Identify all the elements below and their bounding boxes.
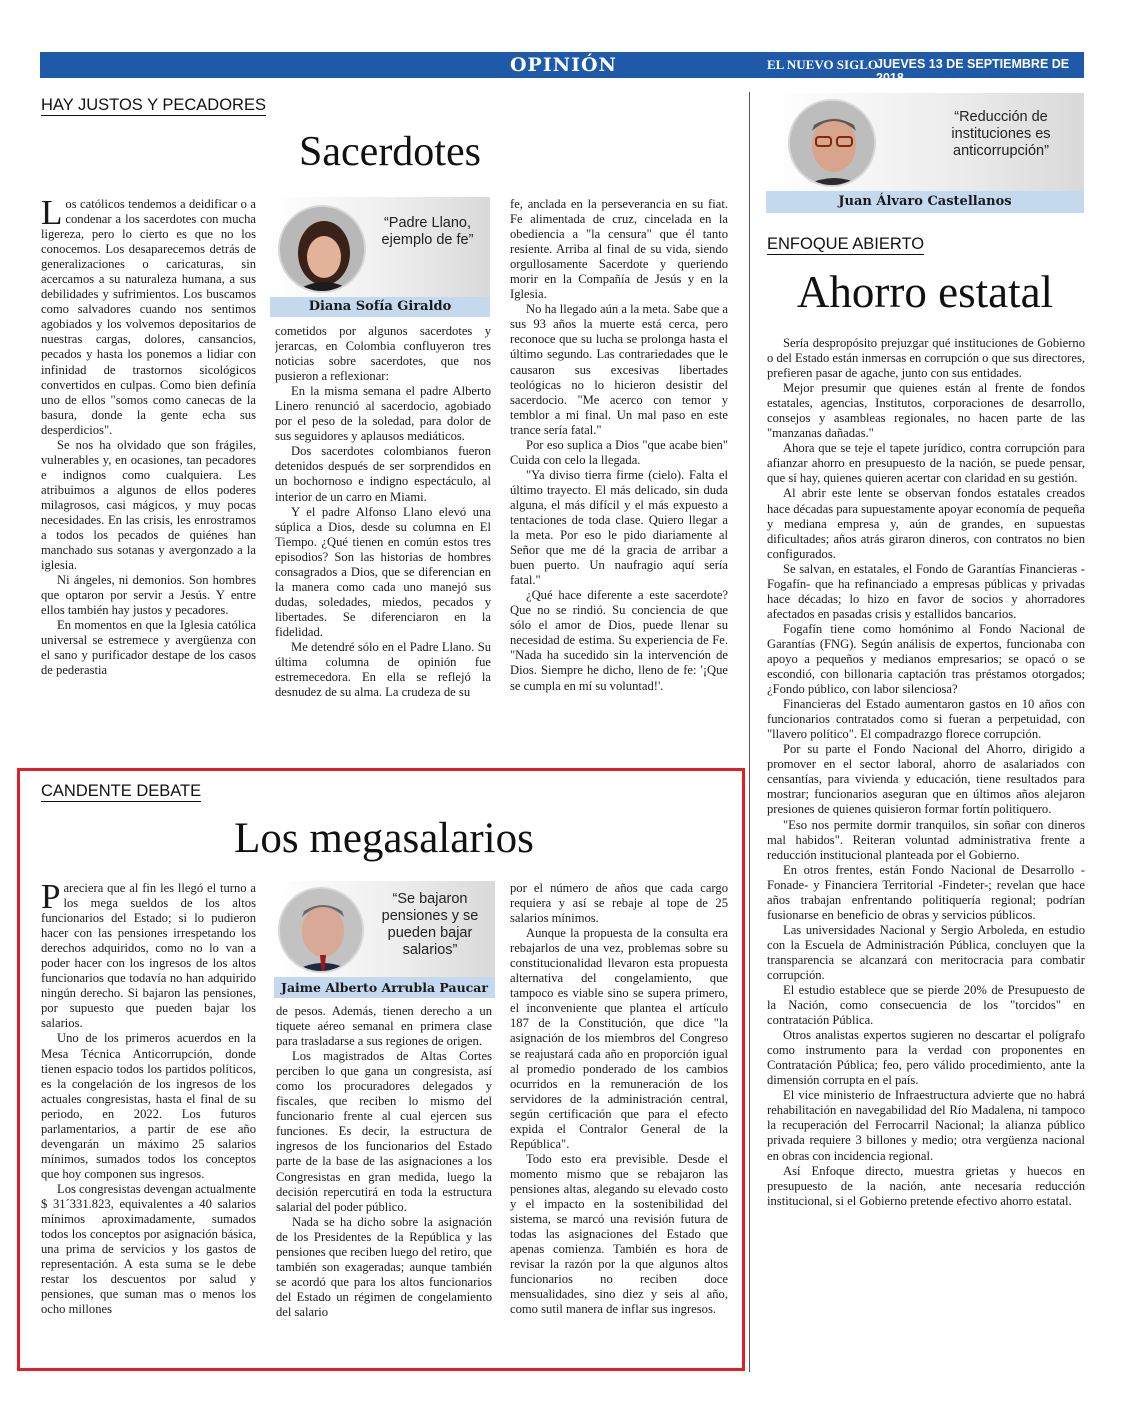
paragraph: os católicos tendemos a deidificar o a condenar a los sacerdotes con mucha ligereza, pero lo cierto es que no los conocemos. Los desaparecemos detrás de generalizaciones o caricaturas, sin acercamos a su naturaleza humana, a sus debilidades y sufrimientos. Los buscamos como salvadores cuando nos sentimos agobiados y los volvemos depositarios de nuestras cargas, dolores, cansancios, pecados y hasta los ponemos a lidiar con infinidad de trastornos sicológicos convertidos en culpas. Como bien definía uno de ellos "somos como canecas de la basura, donde la gente echa sus desperdicios". bbox=[41, 197, 256, 437]
headline-ahorro: Ahorro estatal bbox=[796, 267, 1054, 317]
headline-megasalarios: Los megasalarios bbox=[234, 815, 534, 862]
page-header-bar bbox=[40, 52, 1119, 85]
column-sacerdotes-3 bbox=[510, 197, 728, 757]
paragraph: Aunque la propuesta de la consulta era rebajarlos de una vez, problemas sobre su constitucionalidad llevaron esta propuesta alternativa del congelamiento, que tampoco es viable sino se supera primero, el inconveniente que plantea el artículo 187 de la Constitución, que dice "la asignación de los miembros del Congreso se reajustará cada año en proporción igual al promedio ponderado de los cambios ocurridos en la remuneración de los servidores de la administración central, según certificación que para el efecto expida el Contralor General de la República". bbox=[510, 926, 728, 1151]
column-divider bbox=[749, 92, 750, 1372]
column-ahorro bbox=[767, 336, 1085, 1376]
paragraph: Los magistrados de Altas Cortes perciben lo que gana un congresista, así como los procuradores delegados y fiscales, que reciben lo mismo del funcionario frente al cual ejercen sus funciones. Es decir, la estructura de ingresos de los funcionarios del Estado parte de la base de las asignaciones a los Congresistas en gran medida, luego la decisión repercutirá en toda la estructura salarial del poder público. bbox=[276, 1049, 492, 1214]
paragraph: de pesos. Además, tienen derecho a un tiquete aéreo semanal en primera clase para trasladarse a sus regiones de origen. bbox=[276, 1004, 492, 1049]
column-sacerdotes-1 bbox=[41, 197, 256, 757]
paragraph: Ahora que se teje el tapete jurídico, contra corrupción para afianzar ahorro en presupuesto de la nación, se puede pensar, que sí hay, quienes quieren acertar con claridad en su gestión. bbox=[767, 441, 1085, 486]
headline-sacerdotes: Sacerdotes bbox=[299, 129, 481, 175]
author-photo bbox=[278, 887, 364, 973]
dropcap-megasalarios: P bbox=[41, 881, 61, 916]
paragraph: por el número de años que cada cargo requiera y así se rebaje al tope de 25 salarios mínimos. bbox=[510, 881, 728, 926]
paragraph: Se salvan, en estatales, el Fondo de Garantías Financieras -Fogafín- que ha refinanciado a empresas públicas y privadas hace décadas; lo hizo en favor de socios y ahorradores afectados en pasadas crisis y estallidos bancarios. bbox=[767, 561, 1085, 621]
kicker-megasalarios: CANDENTE DEBATE bbox=[41, 782, 202, 800]
paragraph: Dos sacerdotes colombianos fueron detenidos después de ser sorprendidos en un bochornoso e indigno espectáculo, al interior de un carro en Miami. bbox=[275, 444, 491, 504]
paragraph: Se nos ha olvidado que son frágiles, vulnerables y, en ocasiones, tan pecadores e indignos como cualquiera. Les atribuimos a algunos de ellos poderes milagrosos, casi mágicos, y muy pocas necesidades. En las crisis, les enrostramos a todos los pecados de quiénes han manchado sus sotanas y avergonzado a la iglesia. bbox=[41, 437, 256, 573]
paragraph: El estudio establece que se pierde 20% de Presupuesto de la Nación, como consecuencia de los "torcidos" en contratación Pública. bbox=[767, 983, 1085, 1028]
paragraph: El vice ministerio de Infraestructura advierte que no habrá rehabilitación en navegabilidad del Río Madalena, ni tampoco la recuperación del Ferrocarril Nacional; la alianza público privada requiere 3 billones y medio; otra vergüenza nacional en obras con incidencia regional. bbox=[767, 1088, 1085, 1163]
author-photo bbox=[788, 99, 876, 187]
paragraph: ¿Qué hace diferente a este sacerdote? Que no se rindió. Su conciencia de que sólo el amor de Dios, puede llenar su necesidad de estima. Su experiencia de Fe. "Nada ha sucedido sin la intervención de Dios. Siempre he dicho, lleno de fe: '¡Que se cumpla en mí su voluntad!'. bbox=[510, 588, 728, 693]
paragraph: "Ya diviso tierra firme (cielo). Falta el último trayecto. El más delicado, sin duda alguna, el más difícil y el más expuesto a tentaciones de toda clase. Quiero llegar a la meta. Por eso le pido diariamente al Señor que me dé la gracia de arribar a buen puerto. Un naufragio aquí sería fatal." bbox=[510, 467, 728, 588]
paragraph: Financieras del Estado aumentaron gastos en 10 años con funcionarios contratados como si fueran a perpetuidad, con "llavero político". El compadrazgo florece corrupción. bbox=[767, 697, 1085, 742]
author-box-ahorro bbox=[766, 93, 1084, 213]
kicker-ahorro: ENFOQUE ABIERTO bbox=[767, 235, 925, 253]
paragraph: Uno de los primeros acuerdos en la Mesa Técnica Anticorrupción, donde tienen espacio todos los partidos políticos, es la congelación de los ingresos de los actuales congresistas, hasta el final de su periodo, en 2022. Los futuros parlamentarios, a partir de ese año devengarán un máximo 25 salarios mínimos, sumados todos los conceptos que hoy componen sus ingresos. bbox=[41, 1031, 256, 1181]
paragraph: Nada se ha dicho sobre la asignación de los Presidentes de la República y las pensiones que reciben luego del retiro, que también son exageradas; aunque también se acordó que para los altos funcionarios del Estado un régimen de congelamiento del salario bbox=[276, 1214, 492, 1319]
pull-quote-sacerdotes: “Padre Llano, ejemplo de fe” bbox=[381, 215, 474, 248]
paragraph: areciera que al fin les llegó el turno a los mega sueldos de los altos funcionarios del Estado; si lo pudieron hacer con las pensiones irrespetando los derechos adquiridos, como no lo van a poder hacer con los ingresos de los altos funcionarios que todavía no han adquirido ningún derecho. Si bajaron las pensiones, por supuesto que pueden bajar los salarios. bbox=[41, 881, 256, 1031]
paragraph: Me detendré sólo en el Padre Llano. Su última columna de opinión fue estremecedora. En ella se reflejó la desnudez de su alma. La crudeza de su bbox=[275, 639, 491, 700]
pull-quote-megasalarios: “Se bajaron pensiones y se pueden bajar salarios” bbox=[381, 891, 479, 958]
paragraph: En la misma semana el padre Alberto Linero renunció al sacerdocio, agobiado por el peso de la soledad, para dolor de sus seguidores y aplausos mediáticos. bbox=[275, 384, 491, 444]
page-number: 9A bbox=[1094, 53, 1119, 74]
kicker-sacerdotes: HAY JUSTOS Y PECADORES bbox=[41, 96, 266, 114]
paragraph: Al abrir este lente se observan fondos estatales creados hace décadas para supuestamente apoyar economía de pequeña y mediana empresa y, aún de grandes, en supuestas dificultades; años atrás giraron dineros, con contratos no bien configurados. bbox=[767, 486, 1085, 561]
issue-date: JUEVES 13 DE SEPTIEMBRE DE 2018 bbox=[876, 57, 1070, 85]
author-box-megasalarios bbox=[274, 881, 495, 998]
paragraph: En otros frentes, están Fondo Nacional de Desarrollo -Fonade- y Financiera Territorial -Findeter-; revelan que hace años trabajan enfrentando politiquería regional; podrían fusionarse en beneficio de obras y servicios públicos. bbox=[767, 862, 1085, 922]
paragraph: Los congresistas devengan actualmente $ 31´331.823, equivalentes a 40 salarios mínimos aproximadamente, sumados todos los conceptos por asignación básica, una prima de servicios y los gastos de representación. A esta suma se le debe restar los descuentos por salud y pensiones, que suman mas o menos los ocho millones bbox=[41, 1181, 256, 1317]
paragraph: No ha llegado aún a la meta. Sabe que a sus 93 años la muerte está cerca, pero reconoce que su lucha se prolonga hasta el último segundo. Las contrariedades que le causaron sus excesivas libertades teológicas no lo hicieron desistir del sacerdocio. "Me acerco con temor y temblor a mi final. Un mal paso en este trance sería fatal." bbox=[510, 302, 728, 437]
paragraph: cometidos por algunos sacerdotes y jerarcas, en Colombia confluyeron tres noticias sobre sacerdotes, que nos pusieron a reflexionar: bbox=[275, 324, 491, 384]
dropcap-sacerdotes: L bbox=[41, 197, 63, 232]
paragraph: fe, anclada en la perseverancia en su fiat. Fe alimentada de cruz, cincelada en la obediencia a "la censura" que él tanto resiente. Arriba al final de su vida, siendo orgullosamente Sacerdote y queriendo morir en la Compañía de Jesús y en la Iglesia. bbox=[510, 197, 728, 302]
paragraph: "Eso nos permite dormir tranquilos, sin soñar con dineros mal habidos". Reiteran voluntad administrativa frente a reducción institucional planteada por el Gobierno. bbox=[767, 817, 1085, 862]
section-title: OPINIÓN bbox=[510, 54, 617, 76]
paragraph: Todo esto era previsible. Desde el momento mismo que se rebajaron las pensiones altas, alegando su elevado costo y el impacto en la sostenibilidad del sistema, se marcó una revisión futura de todas las asignaciones del Estado que apenas comienza. También es hora de revisar la razón por la que algunos altos funcionarios no reciben doce mensualidades, sino diez y seis al año, como sutil manera de inflar sus ingresos. bbox=[510, 1151, 728, 1317]
paragraph: Las universidades Nacional y Sergio Arboleda, en estudio con la Escuela de Administración Pública, concluyen que la transparencia se alcanzará con meritocracia para combatir corrupción. bbox=[767, 922, 1085, 982]
column-megasalarios-2 bbox=[276, 1004, 492, 1361]
paragraph: Ni ángeles, ni demonios. Son hombres que optaron por servir a Jesús. Y entre ellos también hay justos y pecadores. bbox=[41, 573, 256, 618]
author-name-megasalarios: Jaime Alberto Arrubla Paucar bbox=[274, 977, 495, 998]
column-megasalarios-3 bbox=[510, 881, 728, 1361]
column-sacerdotes-2 bbox=[275, 324, 491, 757]
paragraph: Y el padre Alfonso Llano elevó una súplica a Dios, desde su columna en El Tiempo. ¿Qué tienen en común estos tres episodios? Son las historias de hombres consagrados a Dios, que se diferencian en la manera como cada uno manejó sus dudas, soledades, miedos, pecados y libertades. Se diferenciaron en la fidelidad. bbox=[275, 504, 491, 639]
paragraph: Otros analistas expertos sugieren no descartar el polígrafo como instrumento para la verdad con proponentes en Contratación Pública; feo, pero válido procedimiento, ante la dimensión corrupta en el país. bbox=[767, 1028, 1085, 1088]
newspaper-name: EL NUEVO SIGLO bbox=[767, 57, 878, 72]
column-megasalarios-1 bbox=[41, 881, 256, 1361]
paragraph: Sería despropósito prejuzgar qué instituciones de Gobierno o del Estado están inmersas en corrupción o que sus directores, prefieren pasar de agache, junto con sus entidades. bbox=[767, 336, 1085, 381]
pull-quote-ahorro: “Reducción de instituciones es anticorrupción” bbox=[951, 109, 1051, 159]
paragraph: En momentos en que la Iglesia católica universal se estremece y avergüenza con el sano y purificador destape de los casos de pederastia bbox=[41, 618, 256, 678]
author-photo bbox=[278, 205, 366, 293]
paragraph: Por eso suplica a Dios "que acabe bien" Cuida con celo la llegada. bbox=[510, 437, 728, 467]
author-box-sacerdotes bbox=[270, 197, 490, 317]
paragraph: Fogafín tiene como homónimo al Fondo Nacional de Garantías (FNG). Según análisis de expertos, funcionaba con apoyo a pequeños y medianos empresarios; se opacó o se escondió, con billonaria captación tras préstamos otorgados; ¿Fondo público, con labor silenciosa? bbox=[767, 621, 1085, 697]
paragraph: Mejor presumir que quienes están al frente de fondos estatales, agencias, Institutos, corporaciones de desarrollo, consejos y asambleas regionales, no hacen parte de las "manzanas dañadas." bbox=[767, 381, 1085, 441]
author-name-ahorro: Juan Álvaro Castellanos bbox=[766, 191, 1084, 213]
author-name-sacerdotes: Diana Sofía Giraldo bbox=[270, 297, 490, 317]
paragraph: Así Enfoque directo, muestra grietas y huecos en presupuesto de la nación, ante necesaria reducción institucional, si el Gobierno pretende efectivo ahorro estatal. bbox=[767, 1163, 1085, 1208]
paragraph: Por su parte el Fondo Nacional del Ahorro, dirigido a promover en el sector laboral, ahorro de asalariados con censantías, para vivienda y educación, tiene resultados para mostrar; funcionarios aseguran que en últimos años alejaron presiones de quienes quisieron formar fortín politiquero. bbox=[767, 742, 1085, 817]
